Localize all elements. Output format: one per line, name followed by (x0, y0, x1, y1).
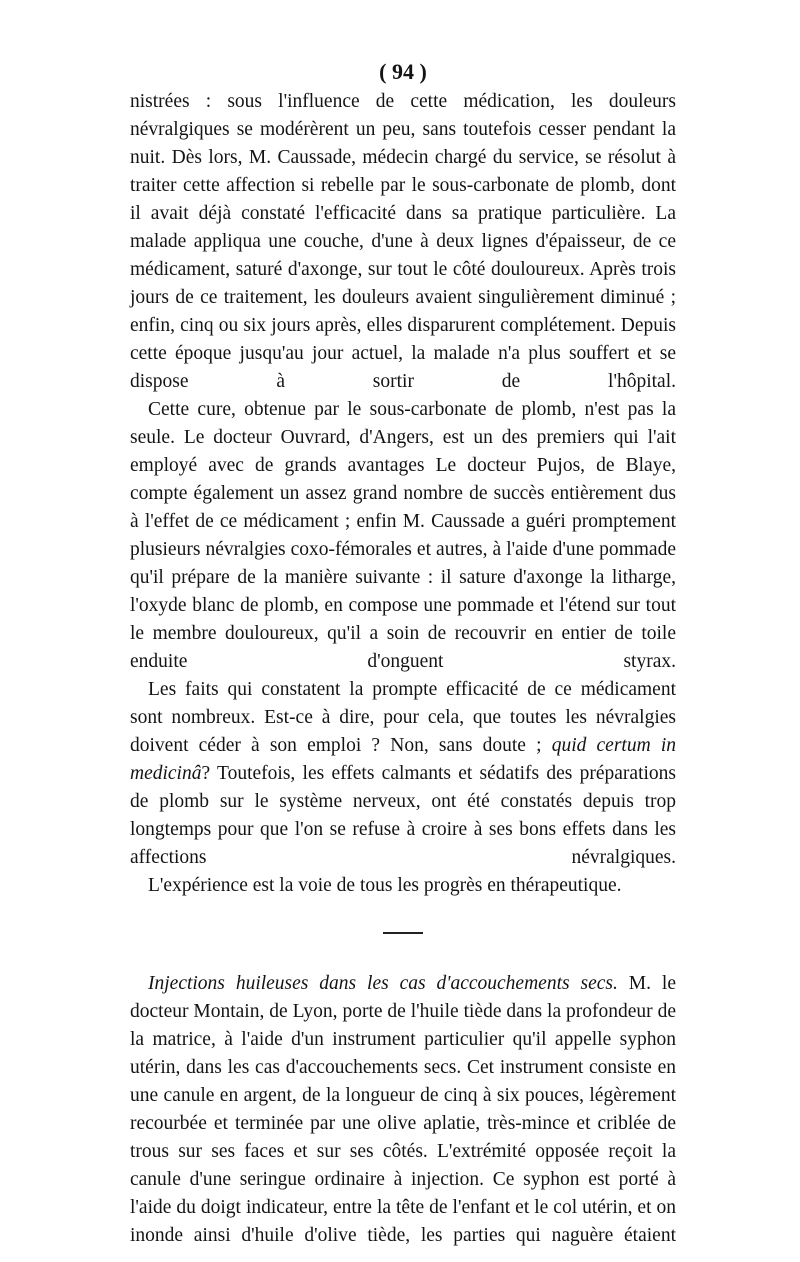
latin-quote: quid certum in medicinâ (130, 735, 676, 784)
book-page (130, 58, 676, 1250)
paragraph-experience: L'expérience est la voie de tous les progrès en thérapeutique. (148, 875, 622, 896)
paragraph-lead-cure: Cette cure, obtenue par le sous-carbonate de plomb, n'est pas la seule. Le docteur Ouvrard, d'Angers, est un des premiers qui l'ait employé avec de grands avantages Le docteur Pujos, de Blaye, compte également un assez grand nombre de succès entièrement dus à l'effet de ce médicament ; enfin M. Caussade a guéri promptement plusieurs névralgies coxo-fémorales et autres, à l'aide d'une pommade qu'il prépare de la manière suivante : il sature d'axonge la litharge, l'oxyde blanc de plomb, en compose une pommade et l'étend sur tout le membre douloureux, qu'il a soin de recouvrir en entier de toile enduite d'onguent styrax. (130, 399, 676, 672)
paragraph-injections-text: M. le docteur Montain, de Lyon, porte de l'huile tiède dans la profondeur de la matrice, à l'aide d'un instrument particulier qu'il appelle syphon utérin, dans les cas d'accouchements secs. Cet instrument consiste en une canule en argent, de la longueur de cinq à six pouces, légèrement recourbée et terminée par une olive aplatie, très-mince et criblée de trous sur ses faces et sur ses côtés. L'extrémité opposée reçoit la canule d'une seringue ordinaire à injection. Ce syphon est porté à l'aide du doigt indicateur, entre la tête de l'enfant et le col utérin, et on inonde ainsi d'huile d'olive tiède, les parties qui naguère étaient (130, 973, 676, 1246)
paragraph-continuation: nistrées : sous l'influence de cette médication, les douleurs névralgiques se modérèrent un peu, sans toutefois cesser pendant la nuit. Dès lors, M. Caussade, médecin chargé du service, se résolut à traiter cette affection si rebelle par le sous-carbonate de plomb, dont il avait déjà constaté l'efficacité dans sa pratique particulière. La malade appliqua une couche, d'une à deux lignes d'épaisseur, de ce médicament, saturé d'axonge, sur tout le côté douloureux. Après trois jours de ce traitement, les douleurs avaient singulièrement diminué ; enfin, cinq ou six jours après, elles disparurent complétement. Depuis cette époque jusqu'au jour actuel, la malade n'a plus souffert et se dispose à sortir de l'hôpital. (130, 91, 676, 392)
paragraph-efficacy-text: Les faits qui constatent la prompte efficacité de ce médicament sont nombreux. Est-ce à dire, pour cela, que toutes les névralgies doivent céder à son emploi ? Non, sans doute ; (130, 679, 676, 756)
paragraph-efficacy (130, 676, 676, 872)
paragraph-injections (130, 970, 676, 1250)
section-divider (383, 932, 423, 934)
page-number: ( 94 ) (379, 59, 427, 84)
paragraph-efficacy-text-end: ? Toutefois, les effets calmants et sédatifs des préparations de plomb sur le système nerveux, ont été constatés depuis trop longtemps pour que l'on se refuse à croire à ses bons effets dans les affections névralgiques. (130, 763, 676, 868)
section-heading: Injections huileuses dans les cas d'accouchements secs. (148, 973, 618, 994)
